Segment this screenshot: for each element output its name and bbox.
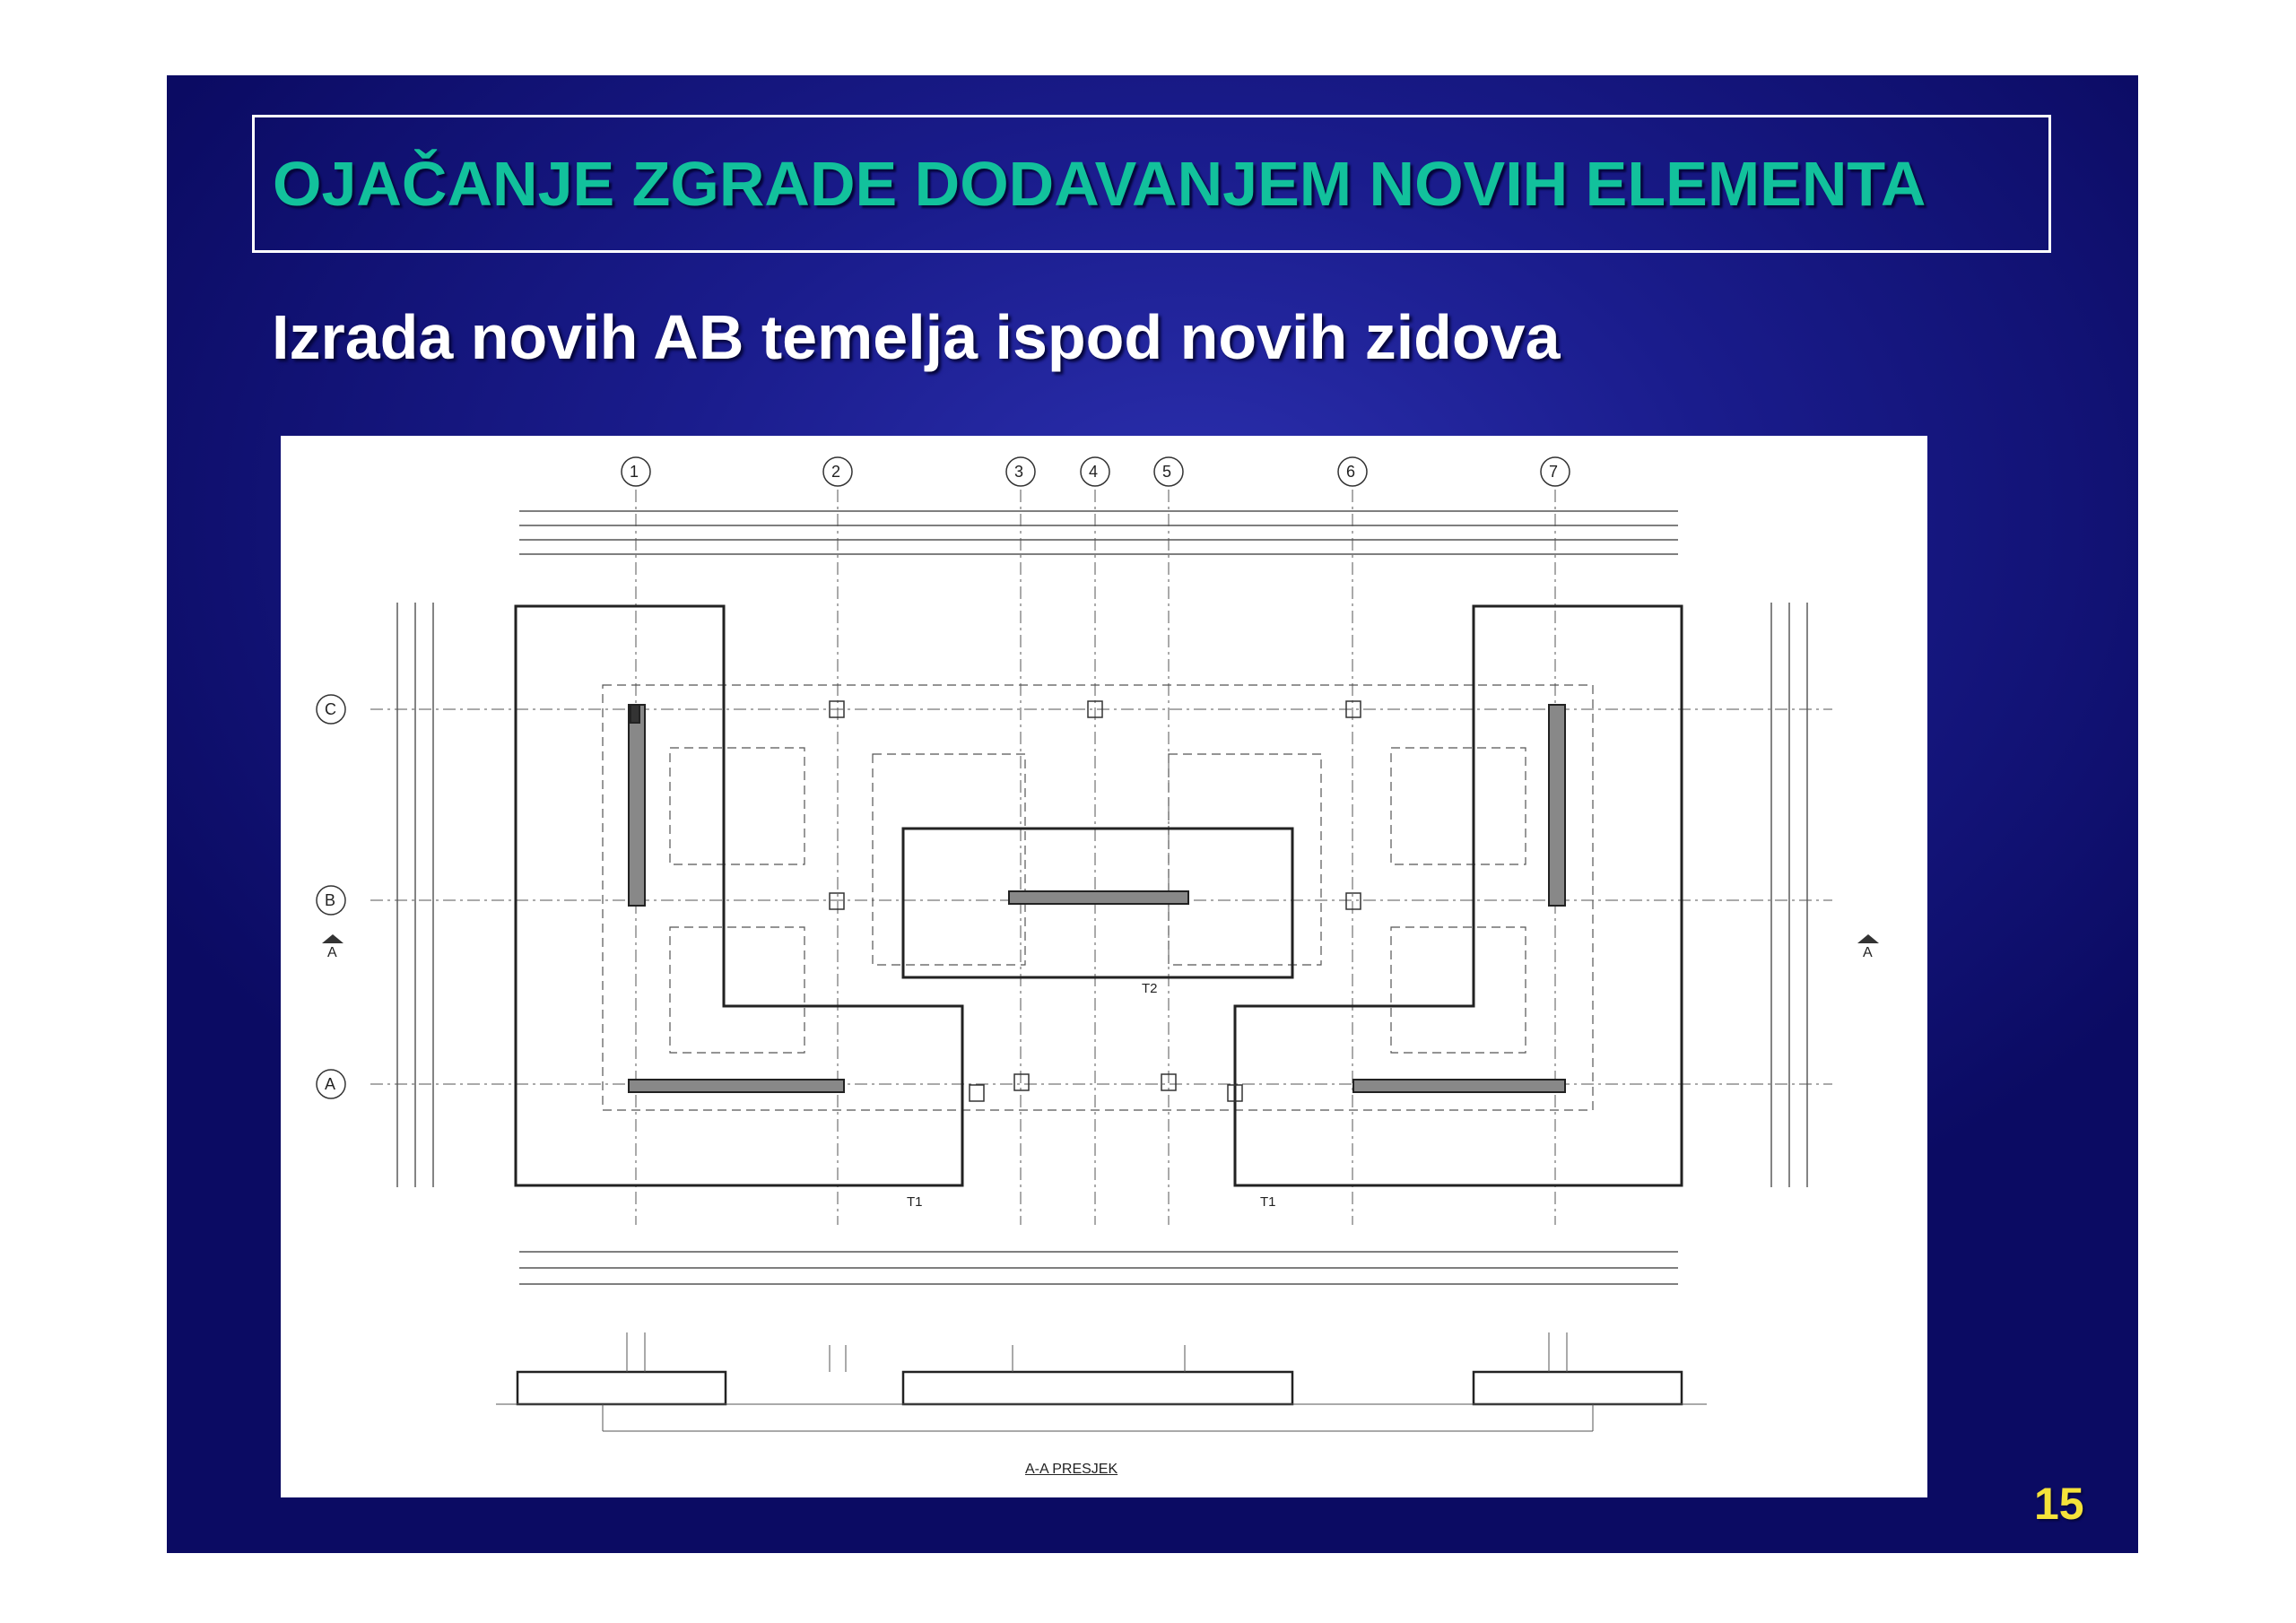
section-mark-right: A [1863, 945, 1873, 960]
slide-title: OJAČANJE ZGRADE DODAVANJEM NOVIH ELEMENTA [273, 149, 1926, 219]
axis-label-7: 7 [1549, 463, 1559, 481]
slide [167, 75, 2138, 1553]
axis-label-c: C [325, 700, 336, 718]
axis-label-2: 2 [831, 463, 841, 481]
axis-label-1: 1 [630, 463, 639, 481]
section-caption: A-A PRESJEK [1025, 1462, 1118, 1477]
axis-label-6: 6 [1346, 463, 1356, 481]
axis-label-b: B [325, 891, 336, 909]
foundation-plan-drawing [281, 436, 1927, 1497]
slide-subtitle: Izrada novih AB temelja ispod novih zidova [272, 302, 1561, 372]
axis-label-3: 3 [1014, 463, 1024, 481]
axis-label-4: 4 [1089, 463, 1099, 481]
footing-label-t2: T2 [1142, 981, 1158, 996]
section-mark-left: A [327, 945, 337, 960]
title-frame [252, 115, 2051, 253]
axis-label-a: A [325, 1075, 336, 1093]
footing-label-t1-left: T1 [907, 1194, 923, 1210]
axis-label-5: 5 [1162, 463, 1172, 481]
page-number: 15 [2034, 1479, 2084, 1529]
footing-label-t1-right: T1 [1260, 1194, 1276, 1210]
